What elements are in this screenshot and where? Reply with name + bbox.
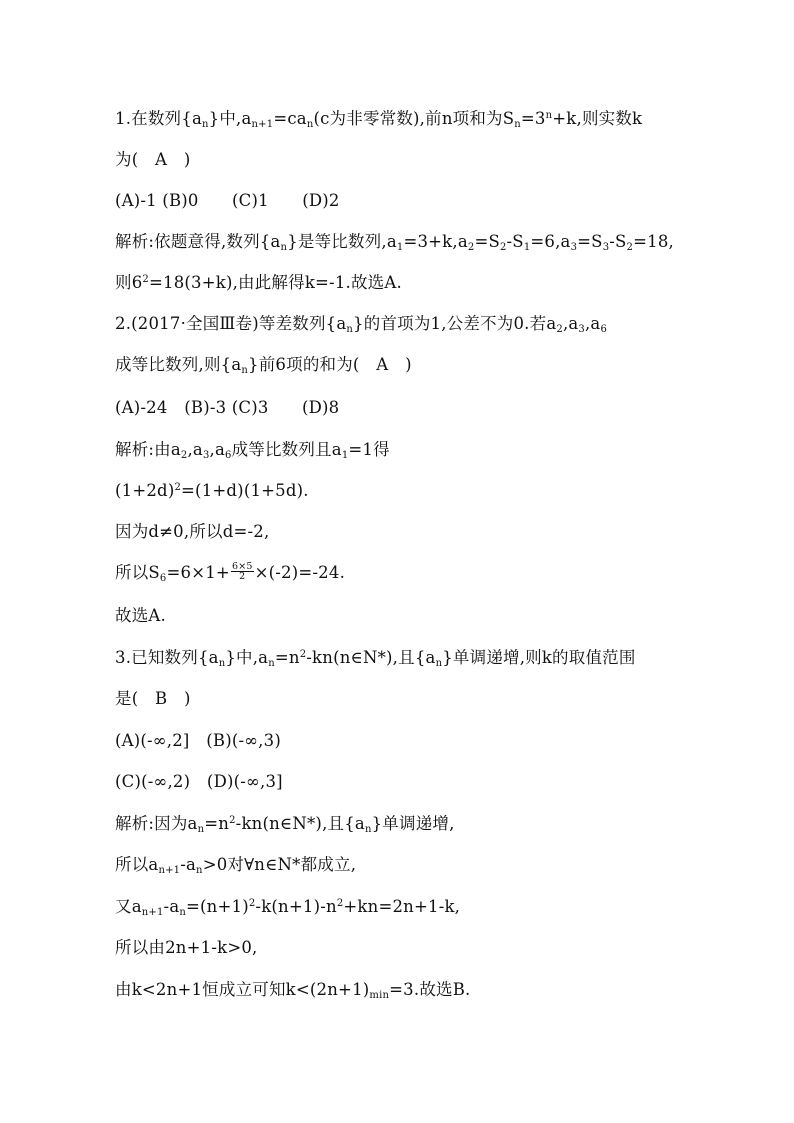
- subscript: n: [306, 119, 314, 130]
- subscript: 6: [600, 324, 608, 335]
- text: 2.(2017·全国Ⅲ卷)等差数列{a: [115, 314, 347, 333]
- subscript: n: [179, 907, 186, 918]
- subscript: n: [514, 119, 521, 130]
- text: }前6项的和为( A ): [248, 355, 412, 374]
- problem-3-solution-2: [115, 855, 356, 875]
- text: 由k<2n+1恒成立可知k<(2n+1): [115, 980, 370, 999]
- text: -kn(n∈N*),且{a: [306, 648, 436, 667]
- superscript: 2: [299, 649, 307, 660]
- problem-3-options-1: (A)(-∞,2] (B)(-∞,3): [115, 731, 281, 750]
- subscript: 3: [602, 242, 610, 253]
- text: =18(3+k),由此解得k=-1.故选A.: [148, 273, 402, 292]
- text: -k(n+1)-n: [255, 897, 337, 916]
- superscript: n: [545, 110, 553, 121]
- problem-2-solution-d: 因为d≠0,所以d=-2,: [115, 522, 270, 541]
- subscript: 3: [578, 324, 585, 335]
- text: =6×1+: [166, 563, 230, 582]
- subscript: 1: [341, 450, 349, 461]
- text: }的首项为1,公差不为0.若a: [353, 314, 557, 333]
- subscript: min: [369, 990, 390, 1001]
- problem-3-conclusion: [115, 980, 471, 1000]
- subscript: n: [280, 242, 288, 253]
- subscript: n+1: [251, 119, 274, 130]
- text: 1.在数列{a: [115, 109, 202, 128]
- subscript: 3: [202, 450, 210, 461]
- subscript: 6: [225, 450, 232, 461]
- subscript: n: [346, 324, 354, 335]
- text: -a: [180, 855, 197, 874]
- text: =S: [577, 232, 603, 251]
- problem-1-solution: [115, 232, 674, 252]
- text: =n: [274, 648, 300, 667]
- text: ,a: [187, 440, 203, 459]
- problem-1-question-cont: 为( A ): [115, 150, 191, 169]
- problem-2-solution: [115, 440, 390, 460]
- text: ,a: [209, 440, 225, 459]
- text: =18,: [633, 232, 674, 251]
- text: =ca: [273, 109, 307, 128]
- subscript: 2: [180, 450, 188, 461]
- superscript: 2: [336, 898, 344, 909]
- problem-1-solution-cont: [115, 273, 402, 293]
- subscript: n: [218, 658, 226, 669]
- text: -kn(n∈N*),且{a: [235, 814, 365, 833]
- superscript: 2: [248, 898, 256, 909]
- text: ×(-2)=-24.: [254, 563, 346, 582]
- subscript: 1: [523, 242, 531, 253]
- problem-2-solution-sum: [115, 563, 345, 583]
- subscript: 2: [499, 242, 507, 253]
- text: =(1+d)(1+5d).: [181, 481, 309, 500]
- text: 解析:依题意得,数列{a: [115, 232, 281, 251]
- text: =6,a: [530, 232, 571, 251]
- problem-3-solution: [115, 814, 455, 834]
- problem-2-options: (A)-24 (B)-3 (C)3 (D)8: [115, 398, 340, 417]
- text: +kn=2n+1-k,: [343, 897, 461, 916]
- subscript: n: [196, 865, 203, 876]
- problem-3-options-2: (C)(-∞,2) (D)(-∞,3]: [115, 772, 283, 791]
- text: ,a: [562, 314, 579, 333]
- fraction-denominator: 2: [239, 571, 246, 582]
- subscript: n: [201, 119, 209, 130]
- subscript: 1: [396, 242, 404, 253]
- text: >0对∀n∈N*都成立,: [202, 855, 357, 874]
- text: 成等比数列,则{a: [115, 355, 242, 374]
- subscript: 2: [467, 242, 475, 253]
- problem-1-question: [115, 109, 642, 129]
- problem-3-question: [115, 648, 636, 668]
- text: }是等比数列,a: [287, 232, 397, 251]
- problem-3-question-cont: 是( B ): [115, 689, 191, 708]
- text: ,a: [584, 314, 601, 333]
- subscript: n: [241, 365, 249, 376]
- subscript: n+1: [141, 907, 164, 918]
- text: 所以S: [115, 563, 160, 582]
- subscript: n: [364, 824, 372, 835]
- text: 3.已知数列{a: [115, 648, 219, 667]
- subscript: 6: [159, 573, 167, 584]
- text: 解析:因为a: [115, 814, 198, 833]
- superscript: 2: [142, 274, 149, 285]
- superscript: 2: [174, 482, 182, 493]
- subscript: n: [197, 824, 205, 835]
- problem-2-question: [115, 314, 607, 334]
- text: }单调递增,: [371, 814, 455, 833]
- text: =1得: [348, 440, 390, 459]
- text: (1+2d): [115, 481, 175, 500]
- text: -S: [506, 232, 524, 251]
- problem-1-options: (A)-1 (B)0 (C)1 (D)2: [115, 191, 340, 210]
- text: 又a: [115, 897, 142, 916]
- problem-2-solution-eq: [115, 481, 309, 501]
- subscript: 3: [570, 242, 578, 253]
- text: +k,则实数k: [552, 109, 643, 128]
- text: 解析:由a: [115, 440, 181, 459]
- text: 成等比数列且a: [231, 440, 342, 459]
- text: }中,a: [225, 648, 269, 667]
- subscript: n: [268, 658, 275, 669]
- text: =n: [204, 814, 230, 833]
- text: -S: [609, 232, 627, 251]
- problem-3-solution-3: [115, 897, 460, 917]
- subscript: n+1: [158, 865, 181, 876]
- text: 则6: [115, 273, 143, 292]
- fraction: [231, 562, 254, 581]
- problem-3-solution-4: 所以由2n+1-k>0,: [115, 938, 258, 957]
- text: =3+k,a: [403, 232, 468, 251]
- text: =3.故选B.: [389, 980, 471, 999]
- text: (c为非零常数),前n项和为S: [313, 109, 515, 128]
- fraction-numerator: 6×5: [231, 561, 253, 572]
- text: }中,a: [208, 109, 252, 128]
- text: =3: [520, 109, 546, 128]
- subscript: 2: [626, 242, 634, 253]
- subscript: n: [435, 658, 443, 669]
- text: =(n+1): [186, 897, 249, 916]
- text: =S: [474, 232, 500, 251]
- text: 所以a: [115, 855, 159, 874]
- subscript: 2: [556, 324, 563, 335]
- text: }单调递增,则k的取值范围: [442, 648, 636, 667]
- problem-2-question-cont: [115, 355, 412, 375]
- problem-2-conclusion: 故选A.: [115, 606, 166, 625]
- superscript: 2: [229, 815, 236, 826]
- text: -a: [163, 897, 180, 916]
